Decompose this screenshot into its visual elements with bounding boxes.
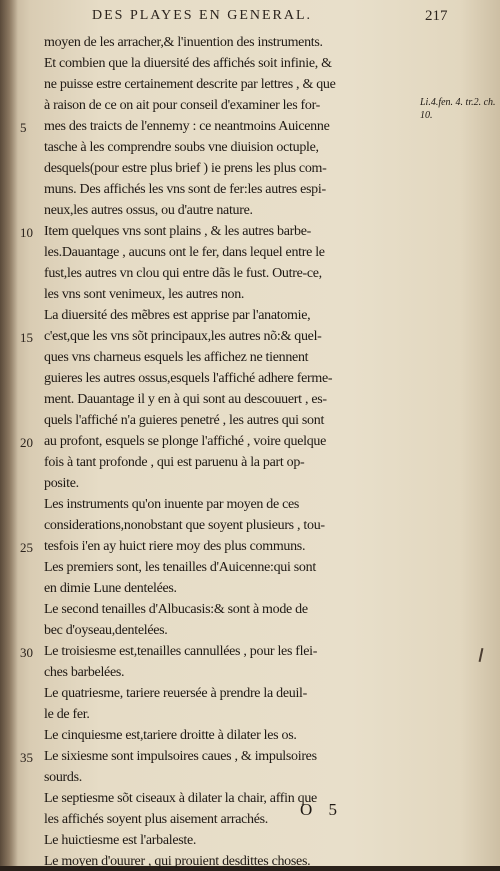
text-line: Le quatriesme, tariere reuersée à prendre la deuil- [44, 686, 307, 701]
text-line: muns. Des affichés les vns sont de fer:les autres espi- [44, 182, 326, 197]
text-line: Le sixiesme sont impulsoires caues , & impulsoires [44, 749, 317, 764]
text-line: ques vns charneus esquels les affichez ne tiennent [44, 350, 309, 365]
text-line: à raison de ce on ait pour conseil d'examiner les for- [44, 98, 321, 113]
text-line: Le septiesme sõt ciseaux à dilater la chair, affin que [44, 791, 317, 806]
line-number: 10 [20, 225, 33, 240]
text-line: tesfois i'en ay huict riere moy des plus communs. [44, 539, 306, 554]
margin-note: Li.4.fen. 4. tr.2. ch. 10. [420, 97, 496, 121]
text-line: Les premiers sont, les tenailles d'Auicenne:qui sont [44, 560, 316, 575]
text-line: bec d'oyseau,dentelées. [44, 623, 168, 638]
signature-mark: O 5 [300, 800, 344, 819]
text-line: ne puisse estre certainement descrite par lettres , & que [44, 77, 336, 92]
text-line: tasche à les comprendre soubs vne diuision octuple, [44, 140, 319, 155]
running-header: DES PLAYES EN GENERAL. [92, 8, 313, 23]
text-line: guieres les autres ossus,esquels l'affiché adhere ferme- [44, 371, 333, 386]
text-line: ment. Dauantage il y en à qui sont au descouuert , es- [44, 392, 327, 407]
text-line: Le huictiesme est l'arbaleste. [44, 833, 197, 848]
text-line: considerations,nonobstant que soyent plusieurs , tou- [44, 518, 325, 533]
text-line: fois à tant profonde , qui est paruenu à la part op- [44, 455, 305, 470]
text-line: fust,les autres vn clou qui entre dãs le fust. Outre-ce, [44, 266, 322, 281]
line-number: 25 [20, 540, 33, 555]
text-line: ches barbelées. [44, 665, 125, 680]
text-line: Les instruments qu'on inuente par moyen de ces [44, 497, 300, 512]
text-line: le de fer. [44, 707, 90, 722]
text-line: au profont, esquels se plonge l'affiché , voire quelque [44, 434, 327, 449]
text-line: Le second tenailles d'Albucasis:& sont à mode de [44, 602, 308, 617]
page-number: 217 [425, 8, 448, 24]
text-line: les affichés soyent plus aisement arrachés. [44, 812, 268, 827]
text-line: quels l'affiché n'a guieres penetré , les autres qui sont [44, 413, 325, 428]
line-number: 30 [20, 645, 33, 660]
book-spine-shadow [0, 0, 18, 866]
text-line: Le cinquiesme est,tariere droitte à dilater les os. [44, 728, 297, 743]
text-line: Le troisiesme est,tenailles cannullées , pour les flei- [44, 644, 318, 659]
line-number: 5 [20, 120, 27, 135]
line-number: 20 [20, 435, 33, 450]
line-number: 15 [20, 330, 33, 345]
text-line: neux,les autres ossus, ou d'autre nature. [44, 203, 253, 218]
line-number: 35 [20, 750, 33, 765]
text-line: c'est,que les vns sõt principaux,les autres nõ:& quel- [44, 329, 322, 344]
text-line: les.Dauantage , aucuns ont le fer, dans lequel entre le [44, 245, 325, 260]
text-line: posite. [44, 476, 79, 491]
text-line: moyen de les arracher,& l'inuention des instruments. [44, 35, 323, 50]
text-line: Item quelques vns sont plains , & les autres barbe- [44, 224, 311, 239]
text-line: desquels(pour estre plus brief ) ie prens les plus com- [44, 161, 327, 176]
text-line: en dimie Lune dentelées. [44, 581, 177, 596]
text-line: sourds. [44, 770, 82, 785]
text-line: Le moyen d'ouurer , qui prouient desdittes choses. [44, 854, 311, 869]
text-line: les vns sont venimeux, les autres non. [44, 287, 245, 302]
text-line: La diuersité des mẽbres est apprise par l'anatomie, [44, 308, 311, 323]
ink-mark [479, 648, 484, 662]
text-line: mes des traicts de l'ennemy : ce neantmoins Auicenne [44, 119, 330, 134]
text-line: Et combien que la diuersité des affichés soit infinie, & [44, 56, 332, 71]
